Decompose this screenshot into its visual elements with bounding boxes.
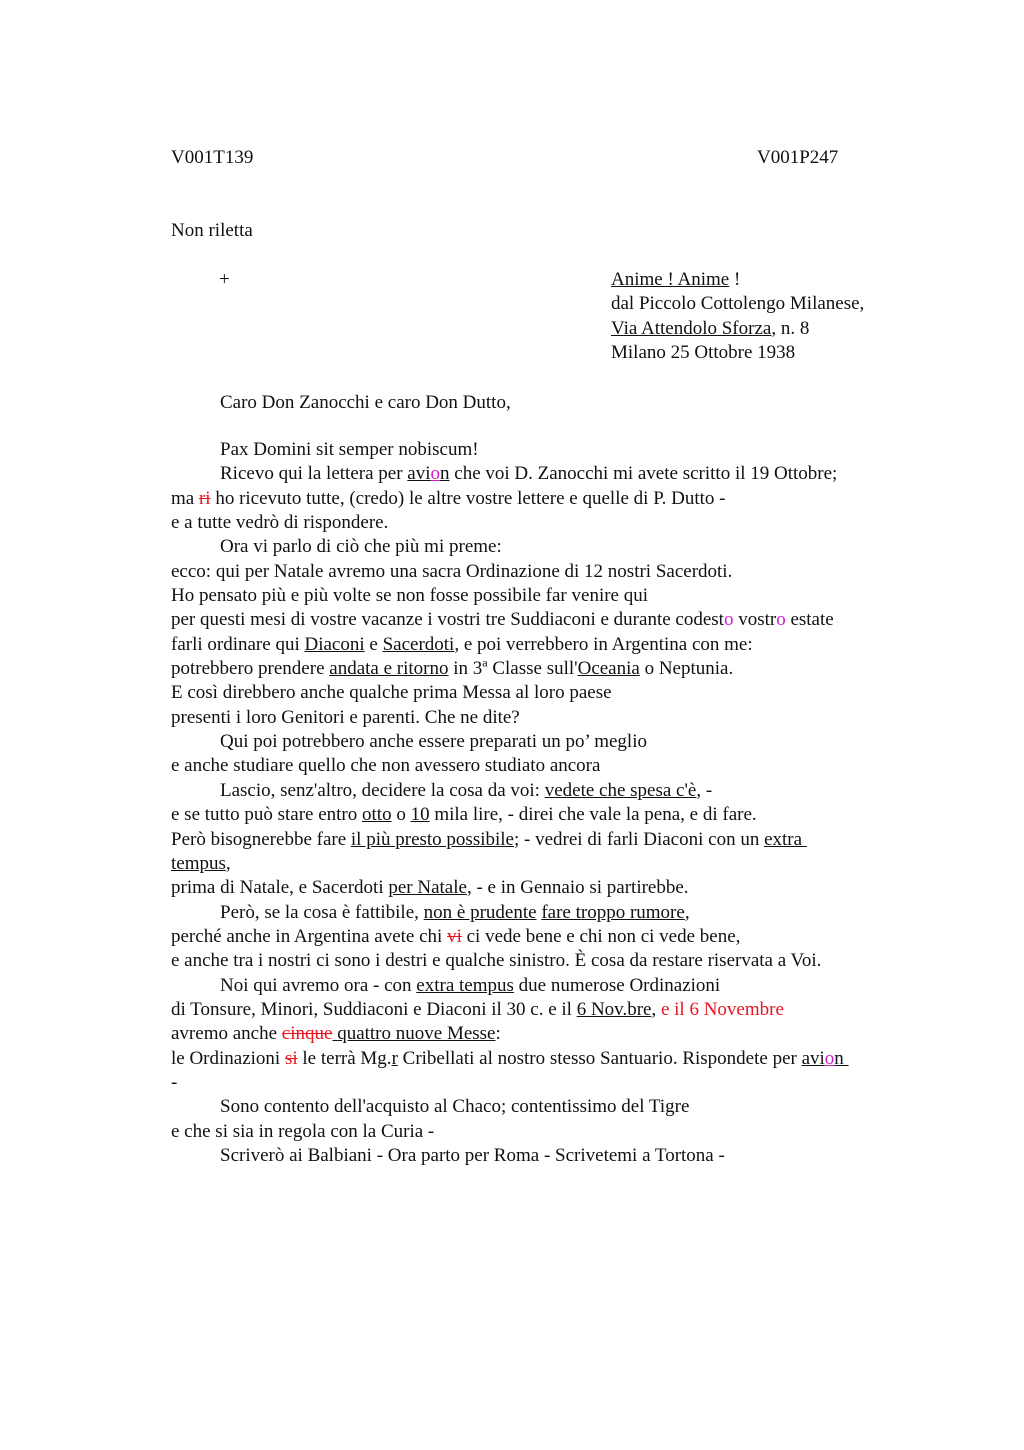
body-line: potrebbero prendere andata e ritorno in 3$^a$ Classe sull'Oceania o Neptunia. [171, 655, 734, 680]
address-line-1: Anime ! Anime ! [611, 269, 741, 290]
body-line: ma ri ho ricevuto tutte, (credo) le altre vostre lettere e quelle di P. Dutto - [171, 487, 726, 509]
body-line: E così direbbero anche qualche prima Messa al loro paese [171, 682, 612, 704]
body-line: Però bisognerebbe fare il più presto possibile; - vedrei di farli Diaconi con un extra [171, 828, 807, 850]
body-line: Scriverò ai Balbiani - Ora parto per Roma - Scrivetemi a Tortona - [220, 1144, 725, 1166]
body-line: e anche studiare quello che non avessero studiato ancora [171, 755, 601, 777]
body-line: - [171, 1071, 178, 1093]
sender-address [611, 268, 864, 365]
body-line: perché anche in Argentina avete chi vi ci vede bene e chi non ci vede bene, [171, 925, 741, 947]
body-line: e che si sia in regola con la Curia - [171, 1120, 435, 1142]
body-line: avremo anche cinque quattro nuove Messe: [171, 1023, 501, 1045]
address-date: Milano 25 Ottobre 1938 [611, 342, 796, 364]
body-line: tempus, [171, 852, 231, 874]
body-line: di Tonsure, Minori, Suddiaconi e Diaconi il 30 c. e il 6 Nov.bre, e il 6 Novembre [171, 998, 784, 1020]
body-line: Ricevo qui la lettera per avion che voi D. Zanocchi mi avete scritto il 19 Ottobre; [220, 463, 838, 485]
body-line: le Ordinazioni si le terrà Mg.r Cribellati al nostro stesso Santuario. Rispondete per avion [171, 1047, 849, 1069]
body-line: e anche tra i nostri ci sono i destri e qualche sinistro. È cosa da restare riservata a Voi. [171, 950, 822, 972]
body-line: e a tutte vedrò di rispondere. [171, 512, 389, 534]
body-line: Ora vi parlo di ciò che più mi preme: [220, 536, 502, 558]
body-line: farli ordinare qui Diaconi e Sacerdoti, e poi verrebbero in Argentina con me: [171, 633, 753, 655]
body-line: e se tutto può stare entro otto o 10 mila lire, - direi che vale la pena, e di fare. [171, 804, 757, 826]
address-line-2: dal Piccolo Cottolengo Milanese, [611, 293, 865, 315]
pax-line: Pax Domini sit semper nobiscum! [220, 439, 479, 460]
body-line: presenti i loro Genitori e parenti. Che ne dite? [171, 706, 520, 728]
body-line: Lascio, senz'altro, decidere la cosa da voi: vedete che spesa c'è, - [220, 779, 713, 801]
body-line: Ho pensato più e più volte se non fosse possibile far venire qui [171, 585, 649, 607]
body-line: per questi mesi di vostre vacanze i vostri tre Suddiaconi e durante codesto vostro estate [171, 609, 834, 631]
body-line: prima di Natale, e Sacerdoti per Natale, - e in Gennaio si partirebbe. [171, 877, 689, 899]
body-line: ecco: qui per Natale avremo una sacra Ordinazione di 12 nostri Sacerdoti. [171, 560, 733, 582]
document-code-right: V001P247 [757, 147, 839, 168]
body-line: Sono contento dell'acquisto al Chaco; contentissimo del Tigre [220, 1096, 690, 1118]
cross-symbol: + [219, 269, 230, 290]
document-code-left: V001T139 [171, 147, 254, 168]
salutation: Caro Don Zanocchi e caro Don Dutto, [220, 392, 511, 413]
review-status: Non riletta [171, 220, 253, 241]
address-line-3: Via Attendolo Sforza, n. 8 [611, 317, 810, 339]
letter-body [171, 438, 916, 1168]
body-line: Noi qui avremo ora - con extra tempus due numerose Ordinazioni [220, 974, 721, 996]
body-line: Però, se la cosa è fattibile, non è prudente fare troppo rumore, [220, 901, 690, 923]
body-line: Qui poi potrebbero anche essere preparati un po’ meglio [220, 731, 647, 753]
